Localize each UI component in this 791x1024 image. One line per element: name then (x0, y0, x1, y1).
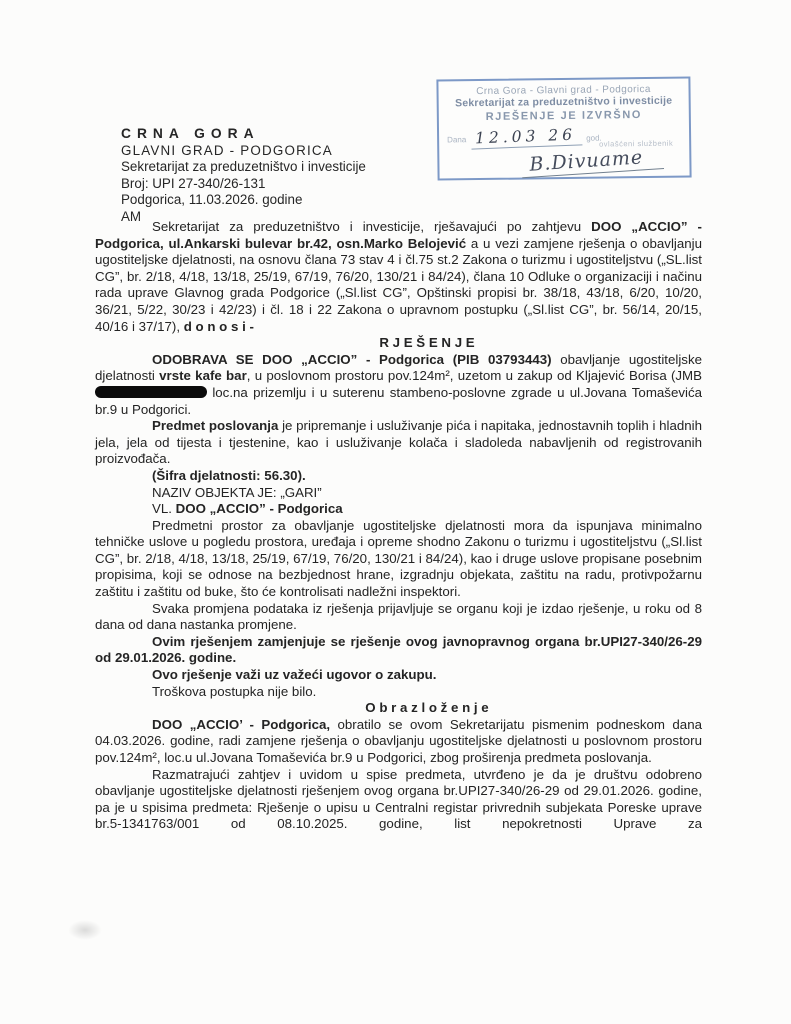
business-scope-paragraph (95, 418, 702, 468)
applicant-name: DOO „ACCIO” - Podgorica, ul.Ankarski bulevar br.42, osn.Marko Belojević (95, 219, 702, 251)
place-and-date: Podgorica, 11.03.2026. godine (121, 192, 303, 208)
rationale-applicant: DOO „ACCIO’ - Podgorica, (152, 716, 331, 732)
rationale-paragraph-2: Razmatrajući zahtjev i uvidom u spise predmeta, utvrđeno je da je društvu odobreno obavljanje ugostiteljske djelatnosti rješenjem ovog organa br.UPI27-340/26-29 od 29.01.2026. godine, pa je u spisima predmeta: Rješenje o upisu u Centralni registar privrednih subjekata Poreske uprave br.5-1341763/001 od 08.10.2025. godine, list nepokretnosti Uprave za (95, 766, 702, 832)
execution-stamp (436, 76, 691, 180)
rationale-paragraph-1 (95, 717, 702, 767)
stamp-signature: B.Divuame (521, 145, 664, 178)
decision-heading: R J E Š E N J E (379, 335, 475, 351)
approval-text-2: , u poslovnom prostoru pov.124m², uzetom u zakup od Kljajević Borisa (JMB (246, 368, 702, 384)
stamp-date-suffix: god. (586, 133, 602, 143)
scope-text: je pripremanje i usluživanje pića i napitaka, jednostavnih toplih i hladnih jela, jela od tijesta i tjestenine, kao i usluživanje kolača i sladoleda nabavljenih od registrovanih proizvođača. (95, 418, 702, 467)
jmb-redaction (95, 386, 207, 398)
clerk-initials: AM (121, 208, 142, 224)
city-name: GLAVNI GRAD - PODGORICA (121, 142, 333, 158)
conditions-paragraph: Predmetni prostor za obavljanje ugostiteljske djelatnosti mora da ispunjava minimalno tehničke uslove u pogledu prostora, uređaja i opreme shodno Zakonu o turizmu i ugostiteljstvu („Sl.list CG”, br. 2/18, 4/18, 13/18, 25/19, 67/19, 76/20, 130/21 i 84/24), kao i druge uslove propisane posebnim propisima, koji se odnose na bezbjednost hrane, izgradnju objekata, zaštitu na radu, protivpožarnu zaštitu i zaštitu od buke, što će kontrolisati nadležni inspektori. (95, 517, 702, 600)
stamp-executable-line: RJEŠENJE JE IZVRŠNO (485, 109, 643, 123)
scope-lead: Predmet poslovanja (152, 418, 279, 434)
secretariat-name: Sekretarijat za preduzetništvo i investicije (121, 159, 366, 175)
stamp-officer-label: ovlašćeni službenik (599, 138, 674, 149)
activity-code-line: (Šifra djelatnosti: 56.30). (152, 467, 306, 483)
object-name-line: NAZIV OBJEKTA JE: „GARI” (152, 484, 322, 500)
costs-line: Troškova postupka nije bilo. (152, 683, 317, 699)
owner-label: VL. (152, 501, 176, 517)
scan-smudge (68, 920, 102, 940)
approval-text-3: loc.na prizemlju i u suterenu stambeno-poslovne zgrade u ul.Jovana Tomaševića br.9 u Podgorici. (95, 384, 702, 417)
change-notice-paragraph: Svaka promjena podataka iz rješenja prijavljuje se organu koji je izdao rješenje, u roku od 8 dana od dana nastanka promjene. (95, 600, 702, 633)
intro-donosi: d o n o s i - (183, 318, 254, 334)
business-type: vrste kafe bar (159, 368, 247, 384)
approval-text-1: obavljanje ugostiteljske djelatnosti (95, 351, 702, 384)
owner-line (95, 501, 702, 518)
stamp-date-label: Dana (447, 135, 467, 145)
replacement-paragraph: Ovim rješenjem zamjenjuje se rješenje ovog javnopravnog organa br.UPI27-340/26-29 od 29.01.2026. godine. (95, 633, 702, 666)
letterhead (121, 126, 366, 226)
case-number: Broj: UPI 27-340/26-131 (121, 175, 266, 191)
rationale-heading: O b r a z l o ž e n j e (365, 700, 489, 716)
stamp-org-line: Crna Gora - Glavni grad - Podgorica (476, 83, 651, 98)
intro-lead: Sekretarijat za preduzetništvo i investicije, rješavajući po zahtjevu (152, 219, 592, 234)
intro-paragraph (95, 219, 702, 335)
approval-subject: ODOBRAVA SE DOO „ACCIO” - Podgorica (PIB 03793443) (152, 351, 552, 367)
country-name: CRNA GORA (121, 126, 260, 141)
validity-line: Ovo rješenje važi uz važeći ugovor o zakupu. (152, 667, 437, 683)
owner-name: DOO „ACCIO” - Podgorica (175, 501, 343, 517)
document-body (95, 219, 702, 833)
approval-paragraph (95, 352, 702, 418)
rationale-text-1: obratilo se ovom Sekretarijatu pismenim podneskom dana 04.03.2026. godine, radi zamjene rješenja o obavljanju ugostiteljske djelatnosti u poslovnom prostoru pov.124m², loc.u ul.Jovana Tomaševića br.9 u Podgorici, zbog proširenja predmeta poslovanja. (95, 716, 702, 765)
intro-legal-basis: a u vezi zamjene rješenja o obavljanju ugostiteljske djelatnosti, na osnovu člana 73 stav 4 i čl.75 st.2 Zakona o turizmu i ugostiteljstvu („SL.list CG”, br. 2/18, 4/18, 13/18, 25/19, 67/19, 76/20, 130/21 i 84/24), člana 10 Odluke o organizaciji i načinu rada uprave Glavnog grada Podgorice („Sl.list CG”, Opštinski propisi br. 38/18, 43/18, 6/20, 10/20, 36/21, 5/22, 30/23 i 42/23) i čl. 18 i 22 Zakona o upravnom postupku („Sl.list CG”, br. 56/14, 20/15, 40/16 i 37/17), (95, 235, 703, 334)
stamp-date-handwritten: 12.03 26 (470, 125, 582, 149)
stamp-secretariat-line: Sekretarijat za preduzetništvo i investicije (455, 94, 673, 110)
